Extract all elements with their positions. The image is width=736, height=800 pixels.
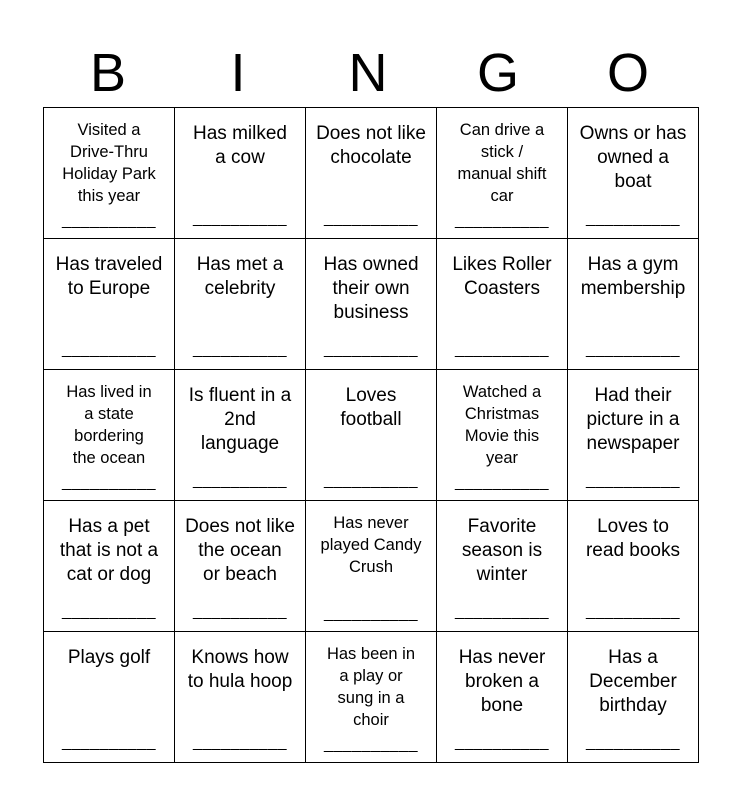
square-prompt: Has been in a play or sung in a choir	[326, 645, 416, 729]
signature-line[interactable]: __________	[193, 210, 287, 227]
bingo-square[interactable]	[306, 501, 437, 632]
square-content	[568, 501, 698, 631]
bingo-square[interactable]	[44, 108, 175, 239]
square-prompt: Can drive a stick / manual shift car	[457, 121, 547, 205]
square-content	[175, 239, 305, 369]
bingo-square[interactable]	[175, 370, 306, 501]
square-prompt: Has never broken a bone	[458, 647, 546, 716]
bingo-row	[44, 239, 699, 370]
signature-line[interactable]: __________	[193, 341, 287, 358]
square-prompt: Has met a celebrity	[196, 254, 284, 299]
square-content	[568, 632, 698, 762]
signature-line[interactable]: __________	[455, 734, 549, 751]
square-prompt: Loves football	[340, 385, 402, 430]
square-content	[437, 501, 567, 631]
square-content	[44, 501, 174, 631]
bingo-square[interactable]	[175, 239, 306, 370]
square-prompt: Does not like chocolate	[316, 123, 426, 168]
bingo-square[interactable]	[437, 370, 568, 501]
header-letter-n: N	[348, 43, 388, 103]
bingo-square[interactable]	[437, 239, 568, 370]
square-content	[306, 632, 436, 762]
signature-line[interactable]: __________	[324, 341, 418, 358]
header-letter-o: O	[606, 43, 649, 103]
square-content	[437, 632, 567, 762]
square-content	[306, 501, 436, 631]
square-content	[175, 108, 305, 238]
bingo-row	[44, 632, 699, 763]
square-content	[568, 239, 698, 369]
bingo-header	[43, 38, 693, 108]
bingo-square[interactable]	[175, 108, 306, 239]
bingo-square[interactable]	[568, 370, 699, 501]
bingo-square[interactable]	[175, 632, 306, 763]
square-content	[437, 239, 567, 369]
square-prompt: Plays golf	[67, 647, 151, 668]
square-prompt: Owns or has owned a boat	[579, 123, 687, 192]
bingo-square[interactable]	[306, 108, 437, 239]
signature-line[interactable]: __________	[586, 341, 680, 358]
square-prompt: Is fluent in a 2nd language	[188, 385, 292, 454]
header-letter-b: B	[89, 43, 127, 103]
signature-line[interactable]: __________	[324, 472, 418, 489]
bingo-square[interactable]	[175, 501, 306, 632]
square-content	[568, 108, 698, 238]
bingo-square[interactable]	[568, 501, 699, 632]
bingo-square[interactable]	[437, 632, 568, 763]
bingo-row	[44, 108, 699, 239]
bingo-square[interactable]	[437, 108, 568, 239]
square-prompt: Had their picture in a newspaper	[586, 385, 680, 454]
square-content	[44, 370, 174, 500]
square-prompt: Has a pet that is not a cat or dog	[59, 516, 159, 585]
square-content	[568, 370, 698, 500]
signature-line[interactable]: __________	[324, 605, 418, 622]
square-prompt: Knows how to hula hoop	[187, 647, 293, 692]
signature-line[interactable]: __________	[193, 472, 287, 489]
signature-line[interactable]: __________	[62, 212, 156, 229]
signature-line[interactable]: __________	[62, 474, 156, 491]
bingo-square[interactable]	[568, 239, 699, 370]
square-prompt: Likes Roller Coasters	[452, 254, 552, 299]
signature-line[interactable]: __________	[62, 341, 156, 358]
signature-line[interactable]: __________	[62, 734, 156, 751]
square-prompt: Has lived in a state bordering the ocean	[66, 383, 152, 467]
square-prompt: Loves to read books	[585, 516, 680, 561]
square-content	[175, 370, 305, 500]
square-prompt: Does not like the ocean or beach	[185, 516, 295, 585]
bingo-square[interactable]	[306, 632, 437, 763]
bingo-square[interactable]	[44, 501, 175, 632]
signature-line[interactable]: __________	[586, 472, 680, 489]
square-content	[306, 108, 436, 238]
bingo-square[interactable]	[568, 632, 699, 763]
signature-line[interactable]: __________	[324, 210, 418, 227]
square-content	[44, 632, 174, 762]
bingo-square[interactable]	[306, 239, 437, 370]
square-content	[175, 632, 305, 762]
signature-line[interactable]: __________	[455, 341, 549, 358]
bingo-square[interactable]	[568, 108, 699, 239]
bingo-square[interactable]	[437, 501, 568, 632]
header-letter-i: I	[230, 43, 246, 103]
square-prompt: Has a gym membership	[580, 254, 686, 299]
signature-line[interactable]: __________	[324, 736, 418, 753]
square-prompt: Watched a Christmas Movie this year	[462, 383, 542, 467]
square-prompt: Has milked a cow	[193, 123, 287, 168]
signature-line[interactable]: __________	[586, 734, 680, 751]
bingo-square[interactable]	[44, 632, 175, 763]
signature-line[interactable]: __________	[62, 603, 156, 620]
header-letter-g: G	[476, 43, 519, 103]
square-content	[44, 239, 174, 369]
square-prompt: Has a December birthday	[589, 647, 677, 716]
signature-line[interactable]: __________	[455, 212, 549, 229]
square-content	[44, 108, 174, 238]
signature-line[interactable]: __________	[193, 603, 287, 620]
bingo-square[interactable]	[44, 370, 175, 501]
bingo-row	[44, 370, 699, 501]
signature-line[interactable]: __________	[193, 734, 287, 751]
signature-line[interactable]: __________	[455, 474, 549, 491]
square-prompt: Visited a Drive-Thru Holiday Park this year	[62, 121, 156, 205]
signature-line[interactable]: __________	[586, 210, 680, 227]
square-content	[175, 501, 305, 631]
square-prompt: Has traveled to Europe	[55, 254, 163, 299]
square-content	[306, 239, 436, 369]
square-prompt: Favorite season is winter	[461, 516, 543, 585]
signature-line[interactable]: __________	[586, 603, 680, 620]
square-prompt: Has never played Candy Crush	[320, 514, 422, 576]
square-prompt: Has owned their own business	[323, 254, 419, 323]
bingo-grid	[43, 107, 699, 763]
bingo-square[interactable]	[44, 239, 175, 370]
bingo-row	[44, 501, 699, 632]
signature-line[interactable]: __________	[455, 603, 549, 620]
bingo-square[interactable]	[306, 370, 437, 501]
square-content	[437, 108, 567, 238]
square-content	[306, 370, 436, 500]
square-content	[437, 370, 567, 500]
